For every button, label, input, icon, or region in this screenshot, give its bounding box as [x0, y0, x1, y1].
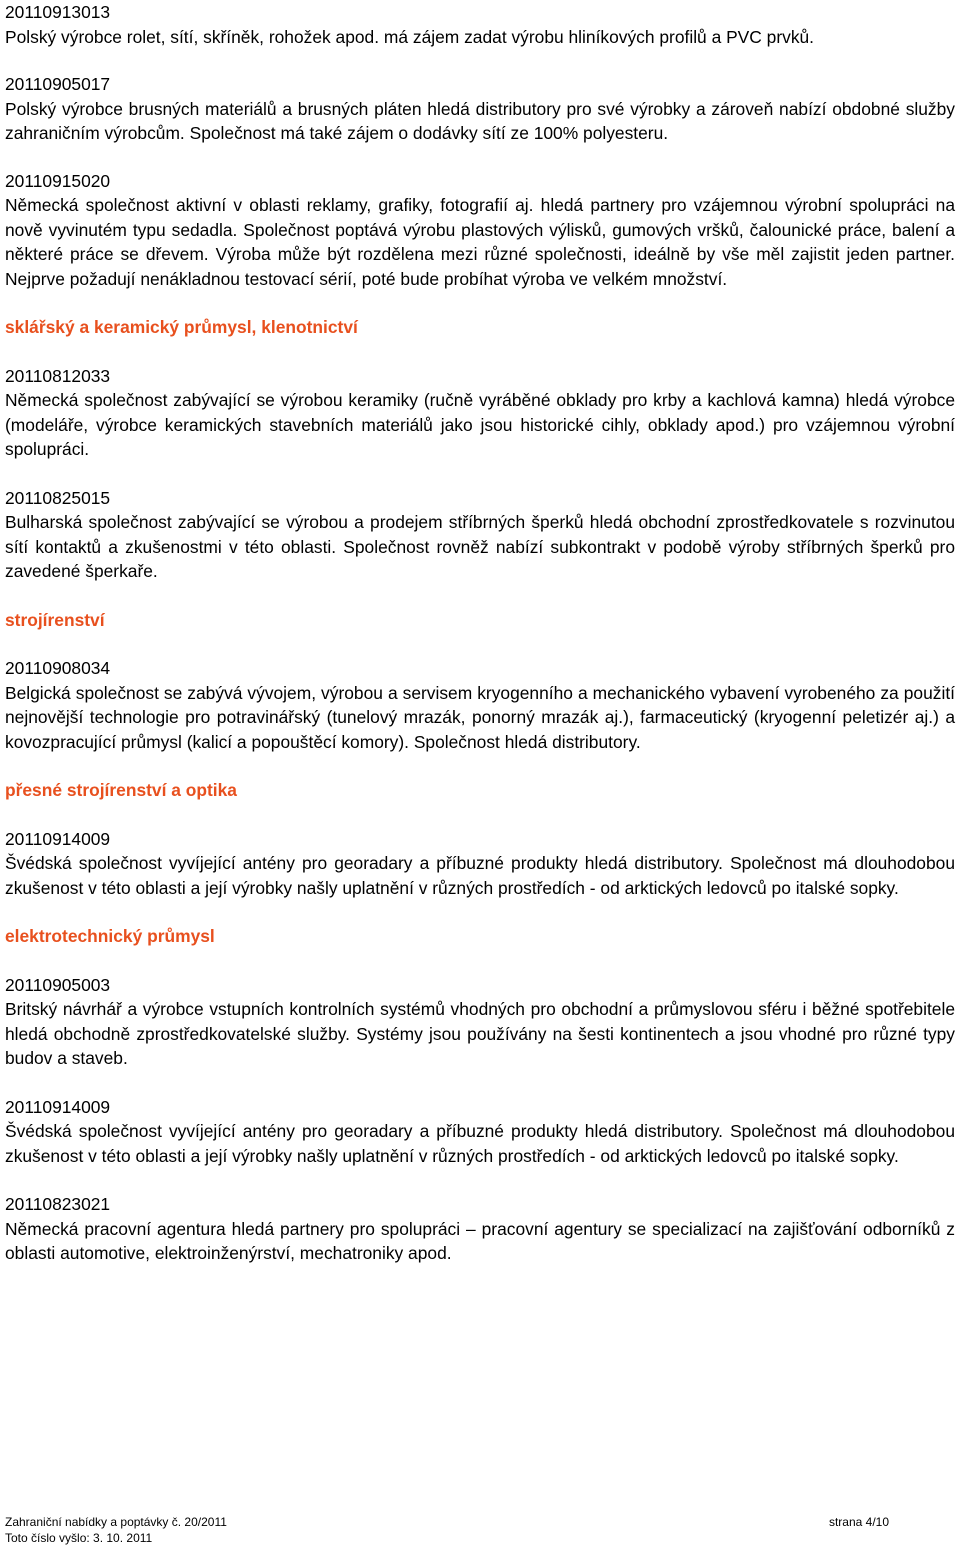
listing-entry: [5, 486, 955, 584]
listing-code: 20110913013: [5, 2, 111, 22]
listing-code: 20110905017: [5, 74, 111, 94]
listing-entry: [5, 364, 955, 462]
listing-entry: [5, 1192, 955, 1266]
listing-entry: [5, 72, 955, 146]
section-title-glass-ceramics: sklářský a keramický průmysl, klenotnictví: [5, 317, 358, 337]
listing-text: Německá společnost aktivní v oblasti reklamy, grafiky, fotografií aj. hledá partnery pro vzájemnou výrobní spolupráci na nově vyvinutém typu sedadla. Společnost poptává výrobu plastových výlisků, gumových vršků, čalounické práce, balení a některé práce se dřevem. Výroba může být rozdělena mezi různé společnosti, ideálně by vše měl zajistit jeden partner. Nejprve požadují nenákladnou testovací sérií, poté bude probíhat výroba ve velkém množství.: [5, 195, 955, 289]
footer-publication: Zahraniční nabídky a poptávky č. 20/2011: [5, 1515, 227, 1529]
listing-entry: [5, 169, 955, 292]
section-title-engineering: strojírenství: [5, 609, 105, 630]
listing-text: Německá pracovní agentura hledá partnery pro spolupráci – pracovní agentury se specializací na zajišťování odborníků z oblasti automotive, elektroinženýrství, mechatroniky apod.: [5, 1218, 955, 1263]
listing-entry: [5, 827, 955, 901]
page-footer: [5, 1514, 889, 1546]
listing-code: 20110823021: [5, 1194, 111, 1214]
listing-code: 20110905003: [5, 974, 111, 995]
listing-text: Bulharská společnost zabývající se výrobou a prodejem stříbrných šperků hledá obchodní zprostředkovatele s rozvinutou sítí kontaktů a zkušenostmi v této oblasti. Společnost rovněž nabízí subkontrakt v podobě výroby stříbrných šperků pro zavedené šperkaře.: [5, 512, 955, 581]
listing-text: Polský výrobce brusných materiálů a brusných pláten hledá distributory pro své výrobky a zároveň nabízí obdobné služby zahraničním výrobcům. Společnost má také zájem o dodávky sítí ze 100% polyesteru.: [5, 98, 955, 143]
document-page: [5, 0, 955, 1266]
listing-text: Švédská společnost vyvíjející antény pro georadary a příbuzné produkty hledá distributory. Společnost má dlouhodobou zkušenost v této oblasti a její výrobky našly uplatnění v různých prostředích - od arktických ledovců po italské sopky.: [5, 1121, 955, 1166]
listing-code: 20110914009: [5, 1096, 111, 1117]
listing-entry: [5, 0, 955, 49]
listing-text: Polský výrobce rolet, sítí, skříněk, rohožek apod. má zájem zadat výrobu hliníkových profilů a PVC prvků.: [5, 26, 815, 47]
listing-code: 20110908034: [5, 658, 111, 678]
listing-code: 20110825015: [5, 487, 111, 508]
listing-text: Britský návrhář a výrobce vstupních kontrolních systémů vhodných pro obchodní a průmyslovou sféru i běžné spotřebitele hledá obchodně zprostředkovatelské služby. Systémy jsou používány na šesti kontinentech a jsou vhodné pro různé typy budov a staveb.: [5, 999, 955, 1068]
listing-code: 20110914009: [5, 828, 111, 849]
footer-page-number: strana 4/10: [828, 1515, 889, 1529]
listing-text: Švédská společnost vyvíjející antény pro georadary a příbuzné produkty hledá distributory. Společnost má dlouhodobou zkušenost v této oblasti a její výrobky našly uplatnění v různých prostředích - od arktických ledovců po italské sopky.: [5, 853, 955, 898]
listing-text: Německá společnost zabývající se výrobou keramiky (ručně vyráběné obklady pro krby a kachlová kamna) hledá výrobce (modeláře, výrobce keramických stavebních materiálů jako jsou historické cihly, obklady apod.) pro vzájemnou výrobní spolupráci.: [5, 390, 955, 459]
listing-text: Belgická společnost se zabývá vývojem, výrobou a servisem kryogenního a mechanického vybavení vyrobeného za použití nejnovější technologie pro potravinářský (tunelový mrazák, ponorný mrazák aj.), farmaceutický (kryogenní peletizér aj.) a kovozpracující průmysl (kalicí a popouštěcí komory). Společnost hledá distributory.: [5, 682, 955, 752]
listing-code: 20110915020: [5, 170, 111, 191]
listing-entry: [5, 656, 955, 754]
section-title-precision-optics: přesné strojírenství a optika: [5, 780, 237, 800]
listing-entry: [5, 973, 955, 1071]
footer-issue-date: Toto číslo vyšlo: 3. 10. 2011: [5, 1531, 153, 1545]
listing-entry: [5, 1095, 955, 1169]
section-title-electrotechnical: elektrotechnický průmysl: [5, 926, 215, 946]
listing-code: 20110812033: [5, 365, 111, 386]
